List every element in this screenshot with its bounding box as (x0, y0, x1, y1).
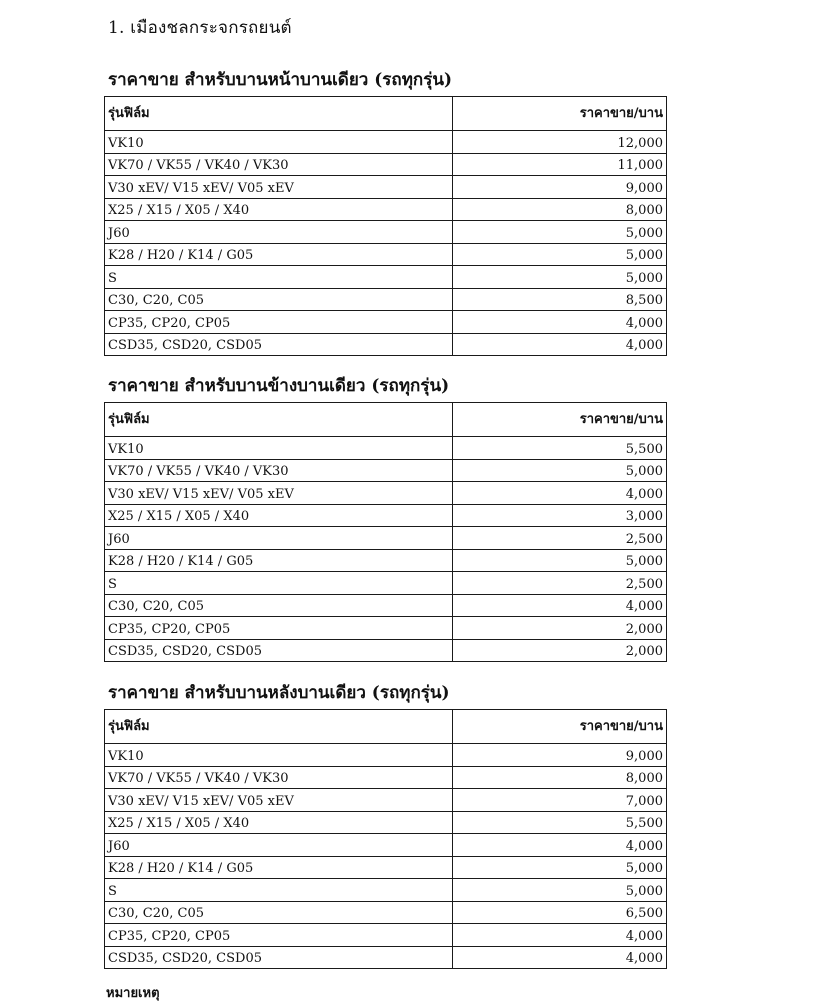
film-model-cell: J60 (105, 834, 453, 857)
table-row (105, 766, 667, 789)
table-row (105, 879, 667, 902)
table-row (105, 946, 667, 969)
price-cell: 5,000 (453, 221, 667, 244)
price-cell: 5,000 (453, 243, 667, 266)
column-header-price: ราคาขาย/บาน (453, 403, 667, 437)
table-row (105, 437, 667, 460)
film-model-cell: J60 (105, 527, 453, 550)
table-row (105, 482, 667, 505)
price-cell: 4,000 (453, 311, 667, 334)
film-model-cell: K28 / H20 / K14 / G05 (105, 549, 453, 572)
film-model-cell: V30 xEV/ V15 xEV/ V05 xEV (105, 789, 453, 812)
footnote-label: หมายเหตุ (106, 986, 160, 1001)
table-row (105, 243, 667, 266)
price-table-rear (104, 709, 667, 969)
column-header-model: รุ่นฟิล์ม (105, 710, 453, 744)
table-row (105, 901, 667, 924)
table-row (105, 288, 667, 311)
film-model-cell: CP35, CP20, CP05 (105, 924, 453, 947)
film-model-cell: V30 xEV/ V15 xEV/ V05 xEV (105, 176, 453, 199)
price-cell: 3,000 (453, 504, 667, 527)
film-model-cell: VK10 (105, 131, 453, 154)
film-model-cell: VK70 / VK55 / VK40 / VK30 (105, 766, 453, 789)
table-row (105, 221, 667, 244)
film-model-cell: VK70 / VK55 / VK40 / VK30 (105, 153, 453, 176)
price-cell: 5,000 (453, 549, 667, 572)
table-row (105, 198, 667, 221)
price-cell: 4,000 (453, 924, 667, 947)
film-model-cell: C30, C20, C05 (105, 901, 453, 924)
price-cell: 9,000 (453, 176, 667, 199)
table-row (105, 311, 667, 334)
film-model-cell: VK10 (105, 744, 453, 767)
film-model-cell: S (105, 879, 453, 902)
price-cell: 8,000 (453, 198, 667, 221)
price-cell: 11,000 (453, 153, 667, 176)
price-cell: 4,000 (453, 333, 667, 356)
column-header-price: ราคาขาย/บาน (453, 710, 667, 744)
table-header-row (105, 97, 667, 131)
price-cell: 5,000 (453, 879, 667, 902)
table-row (105, 789, 667, 812)
film-model-cell: VK70 / VK55 / VK40 / VK30 (105, 459, 453, 482)
table-header-row (105, 710, 667, 744)
table-row (105, 572, 667, 595)
table-row (105, 856, 667, 879)
price-cell: 2,000 (453, 617, 667, 640)
film-model-cell: CP35, CP20, CP05 (105, 617, 453, 640)
price-cell: 12,000 (453, 131, 667, 154)
price-cell: 5,500 (453, 811, 667, 834)
column-header-model: รุ่นฟิล์ม (105, 97, 453, 131)
table-row (105, 617, 667, 640)
section-title-side: ราคาขาย สำหรับบานข้างบานเดียว (รถทุกรุ่น) (108, 376, 450, 396)
price-cell: 5,000 (453, 459, 667, 482)
price-cell: 4,000 (453, 834, 667, 857)
price-cell: 4,000 (453, 946, 667, 969)
price-cell: 8,000 (453, 766, 667, 789)
table-row (105, 504, 667, 527)
table-row (105, 744, 667, 767)
film-model-cell: X25 / X15 / X05 / X40 (105, 198, 453, 221)
film-model-cell: C30, C20, C05 (105, 594, 453, 617)
price-cell: 7,000 (453, 789, 667, 812)
table-row (105, 639, 667, 662)
film-model-cell: C30, C20, C05 (105, 288, 453, 311)
table-row (105, 333, 667, 356)
film-model-cell: S (105, 572, 453, 595)
price-cell: 4,000 (453, 482, 667, 505)
film-model-cell: CP35, CP20, CP05 (105, 311, 453, 334)
price-cell: 4,000 (453, 594, 667, 617)
table-row (105, 924, 667, 947)
film-model-cell: V30 xEV/ V15 xEV/ V05 xEV (105, 482, 453, 505)
price-table-front (104, 96, 667, 356)
price-cell: 8,500 (453, 288, 667, 311)
film-model-cell: CSD35, CSD20, CSD05 (105, 333, 453, 356)
price-cell: 5,500 (453, 437, 667, 460)
film-model-cell: X25 / X15 / X05 / X40 (105, 504, 453, 527)
price-cell: 5,000 (453, 856, 667, 879)
table-row (105, 153, 667, 176)
document-heading: 1. เมืองชลกระจกรถยนต์ (108, 18, 292, 38)
column-header-model: รุ่นฟิล์ม (105, 403, 453, 437)
table-row (105, 811, 667, 834)
film-model-cell: VK10 (105, 437, 453, 460)
film-model-cell: X25 / X15 / X05 / X40 (105, 811, 453, 834)
film-model-cell: S (105, 266, 453, 289)
section-title-rear: ราคาขาย สำหรับบานหลังบานเดียว (รถทุกรุ่น) (108, 683, 450, 703)
table-row (105, 549, 667, 572)
film-model-cell: K28 / H20 / K14 / G05 (105, 856, 453, 879)
table-row (105, 131, 667, 154)
price-table-side (104, 402, 667, 662)
table-header-row (105, 403, 667, 437)
price-cell: 9,000 (453, 744, 667, 767)
column-header-price: ราคาขาย/บาน (453, 97, 667, 131)
table-row (105, 459, 667, 482)
film-model-cell: CSD35, CSD20, CSD05 (105, 946, 453, 969)
table-row (105, 834, 667, 857)
price-cell: 2,500 (453, 527, 667, 550)
film-model-cell: K28 / H20 / K14 / G05 (105, 243, 453, 266)
price-cell: 6,500 (453, 901, 667, 924)
price-cell: 2,500 (453, 572, 667, 595)
table-row (105, 266, 667, 289)
film-model-cell: CSD35, CSD20, CSD05 (105, 639, 453, 662)
table-row (105, 176, 667, 199)
price-cell: 2,000 (453, 639, 667, 662)
table-row (105, 527, 667, 550)
film-model-cell: J60 (105, 221, 453, 244)
table-row (105, 594, 667, 617)
price-cell: 5,000 (453, 266, 667, 289)
section-title-front: ราคาขาย สำหรับบานหน้าบานเดียว (รถทุกรุ่น) (108, 70, 453, 90)
